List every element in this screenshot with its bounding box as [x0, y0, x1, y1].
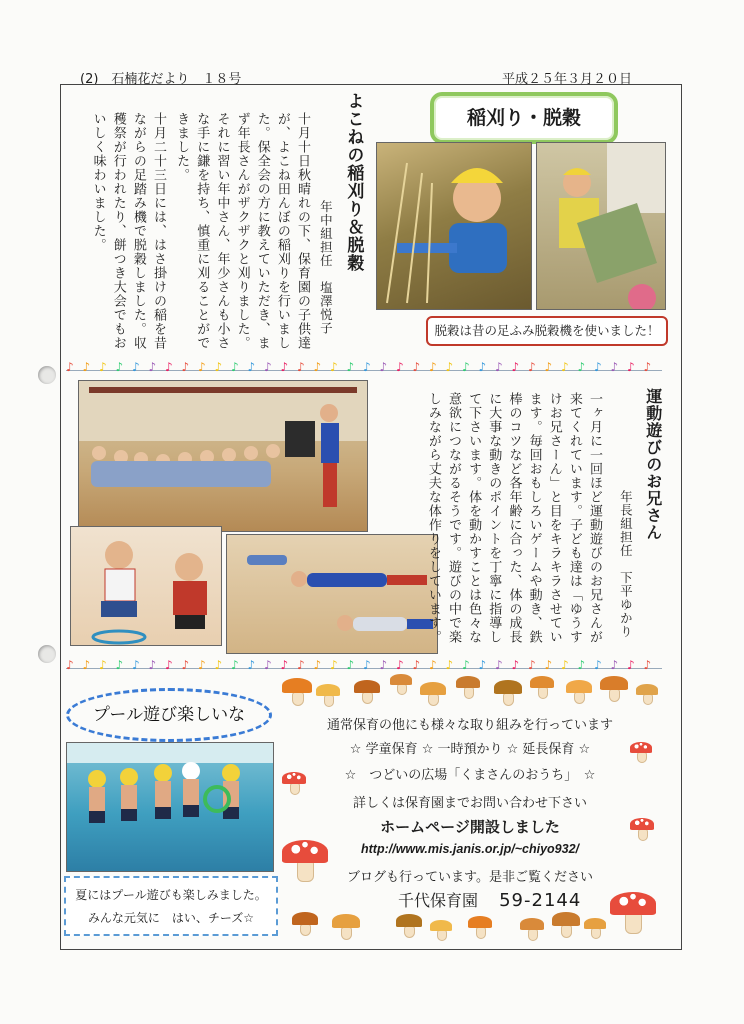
music-note-icon: ♪: [379, 360, 388, 374]
music-note-icon: ♪: [544, 360, 553, 374]
music-note-icon: ♪: [231, 360, 239, 374]
pool-title: プール遊び楽しいな: [92, 705, 246, 725]
music-note-icon: ♪: [132, 360, 140, 374]
mushroom-icon: [390, 674, 412, 694]
music-note-icon: ♪: [198, 658, 206, 672]
music-note-icon: ♪: [247, 360, 256, 374]
music-note-icon: ♪: [610, 360, 619, 374]
inekari-photo-child-harvest: [376, 142, 532, 310]
mushroom-icon: [636, 684, 658, 704]
info-blog: ブログも行っています。是非ご覧ください: [347, 870, 593, 885]
music-note-icon: ♪: [346, 360, 355, 374]
music-note-icon: ♪: [396, 360, 404, 374]
inekari-photo-threshing: [536, 142, 666, 310]
inekari-photo-caption: 脱穀は昔の足ふみ脱穀機を使いました！: [434, 323, 660, 338]
music-note-icon: ♪: [462, 658, 470, 672]
music-note-icon: ♪: [198, 360, 206, 374]
music-note-icon: ♪: [297, 658, 305, 672]
music-note-icon: ♪: [478, 658, 487, 672]
music-note-icon: ♪: [577, 658, 586, 672]
info-line4: 詳しくは保育園までお問い合わせ下さい: [352, 796, 587, 811]
music-note-icon: ♪: [379, 658, 388, 672]
mushroom-icon: [332, 914, 360, 939]
mushroom-icon: [566, 680, 592, 703]
info-line3: ☆ つどいの広場「くまさんのおうち」 ☆: [344, 768, 596, 783]
music-note-icon: ♪: [528, 658, 536, 672]
music-note-icon: ♪: [429, 360, 437, 374]
music-note-icon: ♪: [346, 658, 355, 672]
music-note-icon: ♪: [330, 360, 338, 374]
music-note-icon: ♪: [181, 360, 190, 374]
music-note-icon: ♪: [577, 360, 586, 374]
music-note-icon: ♪: [264, 658, 272, 672]
undo-photo-two-boys: [70, 526, 222, 646]
music-note-icon: ♪: [82, 658, 91, 672]
music-note-icon: ♪: [99, 360, 107, 374]
mushroom-icon: [456, 676, 480, 698]
music-note-divider-2: [66, 658, 662, 672]
inekari-photo-caption-box: [426, 316, 668, 346]
music-note-icon: ♪: [313, 658, 322, 672]
music-note-icon: ♪: [594, 658, 602, 672]
header-issue: (2) 石楠花だより １８号: [80, 72, 242, 87]
music-note-icon: ♪: [412, 360, 421, 374]
music-note-icon: ♪: [495, 360, 503, 374]
pool-caption-line2: みんな元気に はい、チーズ☆: [87, 911, 255, 925]
pool-caption-box: [64, 876, 278, 936]
music-note-icon: ♪: [610, 658, 619, 672]
music-note-icon: ♪: [82, 360, 91, 374]
undo-article-title: 運動遊びのお兄さん: [643, 388, 663, 541]
music-note-icon: ♪: [561, 658, 569, 672]
music-note-icon: ♪: [330, 658, 338, 672]
music-note-icon: ♪: [627, 658, 635, 672]
undo-author: 年長組担任 下平ゆかり: [618, 490, 634, 639]
undo-body: 一ヶ月に一回ほど運動遊びのお兄さんが来てくれています。子ども達は「ゆうすけお兄さーん」と目をキラキラさせています。毎回おもしろいゲームや動き、鉄棒のコツなど各年齢に合った、体の成長に大事な動きのポイントを丁寧に指導して下さいます。体を動かすことは色々な意欲につながるそうです。遊びの中で楽しみながら丈夫な体作りをしています。: [425, 392, 602, 644]
mushroom-icon: [420, 682, 446, 705]
music-note-icon: ♪: [214, 658, 223, 672]
mushroom-icon: [600, 676, 628, 701]
music-note-icon: ♪: [627, 360, 635, 374]
music-note-icon: ♪: [165, 360, 173, 374]
mushroom-icon: [494, 680, 522, 705]
music-note-icon: ♪: [363, 360, 371, 374]
binder-hole-top: [38, 366, 56, 384]
music-note-icon: ♪: [115, 360, 124, 374]
music-note-icon: ♪: [462, 360, 470, 374]
inekari-article-title: よこねの稲刈り＆脱穀: [343, 92, 364, 272]
music-note-icon: ♪: [561, 360, 569, 374]
music-note-icon: ♪: [165, 658, 173, 672]
info-contact: [398, 888, 581, 911]
mushroom-icon: [552, 912, 580, 937]
music-note-icon: ♪: [511, 360, 520, 374]
music-note-icon: ♪: [148, 360, 157, 374]
music-note-divider-1: [66, 360, 662, 374]
mushroom-icon: [292, 912, 318, 935]
music-note-icon: ♪: [99, 658, 107, 672]
info-line2: ☆ 学童保育 ☆ 一時預かり ☆ 延長保育 ☆: [349, 742, 591, 757]
music-note-icon: ♪: [280, 360, 289, 374]
mushroom-icon: [282, 678, 312, 705]
music-note-icon: ♪: [643, 658, 652, 672]
music-note-icon: ♪: [181, 658, 190, 672]
music-note-icon: ♪: [264, 360, 272, 374]
music-note-icon: ♪: [478, 360, 487, 374]
music-note-icon: ♪: [247, 658, 256, 672]
info-homepage: ホームページ開設しました: [380, 818, 560, 836]
music-note-icon: ♪: [445, 360, 454, 374]
music-note-icon: ♪: [115, 658, 124, 672]
music-note-icon: ♪: [412, 658, 421, 672]
nursery-name: 千代保育園: [398, 891, 479, 910]
pool-caption-line1: 夏にはプール遊びも楽しみました。: [75, 888, 267, 902]
mushroom-icon: [468, 916, 492, 938]
mushroom-icon: [610, 892, 656, 933]
info-line1: 通常保育の他にも様々な取り組みを行っています: [326, 718, 613, 733]
inekari-title-box: [430, 92, 618, 144]
mushroom-icon: [584, 918, 606, 938]
music-note-icon: ♪: [363, 658, 371, 672]
inekari-author: 年中組担任 塩澤悦子: [318, 200, 334, 335]
music-note-icon: ♪: [445, 658, 454, 672]
music-note-icon: ♪: [594, 360, 602, 374]
mushroom-icon: [396, 914, 422, 937]
music-note-icon: ♪: [66, 360, 74, 374]
music-note-icon: ♪: [297, 360, 305, 374]
music-note-icon: ♪: [495, 658, 503, 672]
binder-hole-bottom: [38, 645, 56, 663]
music-note-icon: ♪: [214, 360, 223, 374]
music-note-icon: ♪: [544, 658, 553, 672]
music-note-icon: ♪: [313, 360, 322, 374]
music-note-icon: ♪: [66, 658, 74, 672]
inekari-body2: 十月二十三日には、はさ掛けの稲を昔ながらの足踏み機で脱穀しました。収穫祭が行われたり、餅つき大会でもおいしく味わいました。: [90, 112, 166, 350]
header-date: 平成２５年３月２０日: [502, 72, 633, 87]
inekari-title: 稲刈り・脱穀: [466, 107, 581, 129]
undo-photo-gym-group: [78, 380, 368, 532]
music-note-icon: ♪: [396, 658, 404, 672]
pool-title-ellipse: [66, 688, 272, 742]
music-note-icon: ♪: [528, 360, 536, 374]
mushroom-icon: [430, 920, 452, 940]
inekari-body: 十月十日秋晴れの下、保育園の子供達が、よこね田んぼの稲刈りを行いました。保全会の方に教えていただき、まず年長さんがザクザクと刈りました。それに習い年中さん、年少さんも小さな手に鎌を持ち、慎重に刈ることができました。: [174, 112, 310, 350]
music-note-icon: ♪: [429, 658, 437, 672]
info-url[interactable]: http://www.mis.janis.or.jp/~chiyo932/: [361, 842, 579, 856]
mushroom-icon: [316, 684, 340, 706]
mushroom-icon: [354, 680, 380, 703]
music-note-icon: ♪: [148, 658, 157, 672]
music-note-icon: ♪: [132, 658, 140, 672]
mushroom-icon: [530, 676, 554, 698]
music-note-icon: ♪: [511, 658, 520, 672]
music-note-icon: ♪: [280, 658, 289, 672]
music-note-icon: ♪: [643, 360, 652, 374]
phone-number: 59-2144: [499, 890, 582, 911]
pool-photo: [66, 742, 274, 872]
music-note-icon: ♪: [231, 658, 239, 672]
mushroom-icon: [520, 918, 544, 940]
